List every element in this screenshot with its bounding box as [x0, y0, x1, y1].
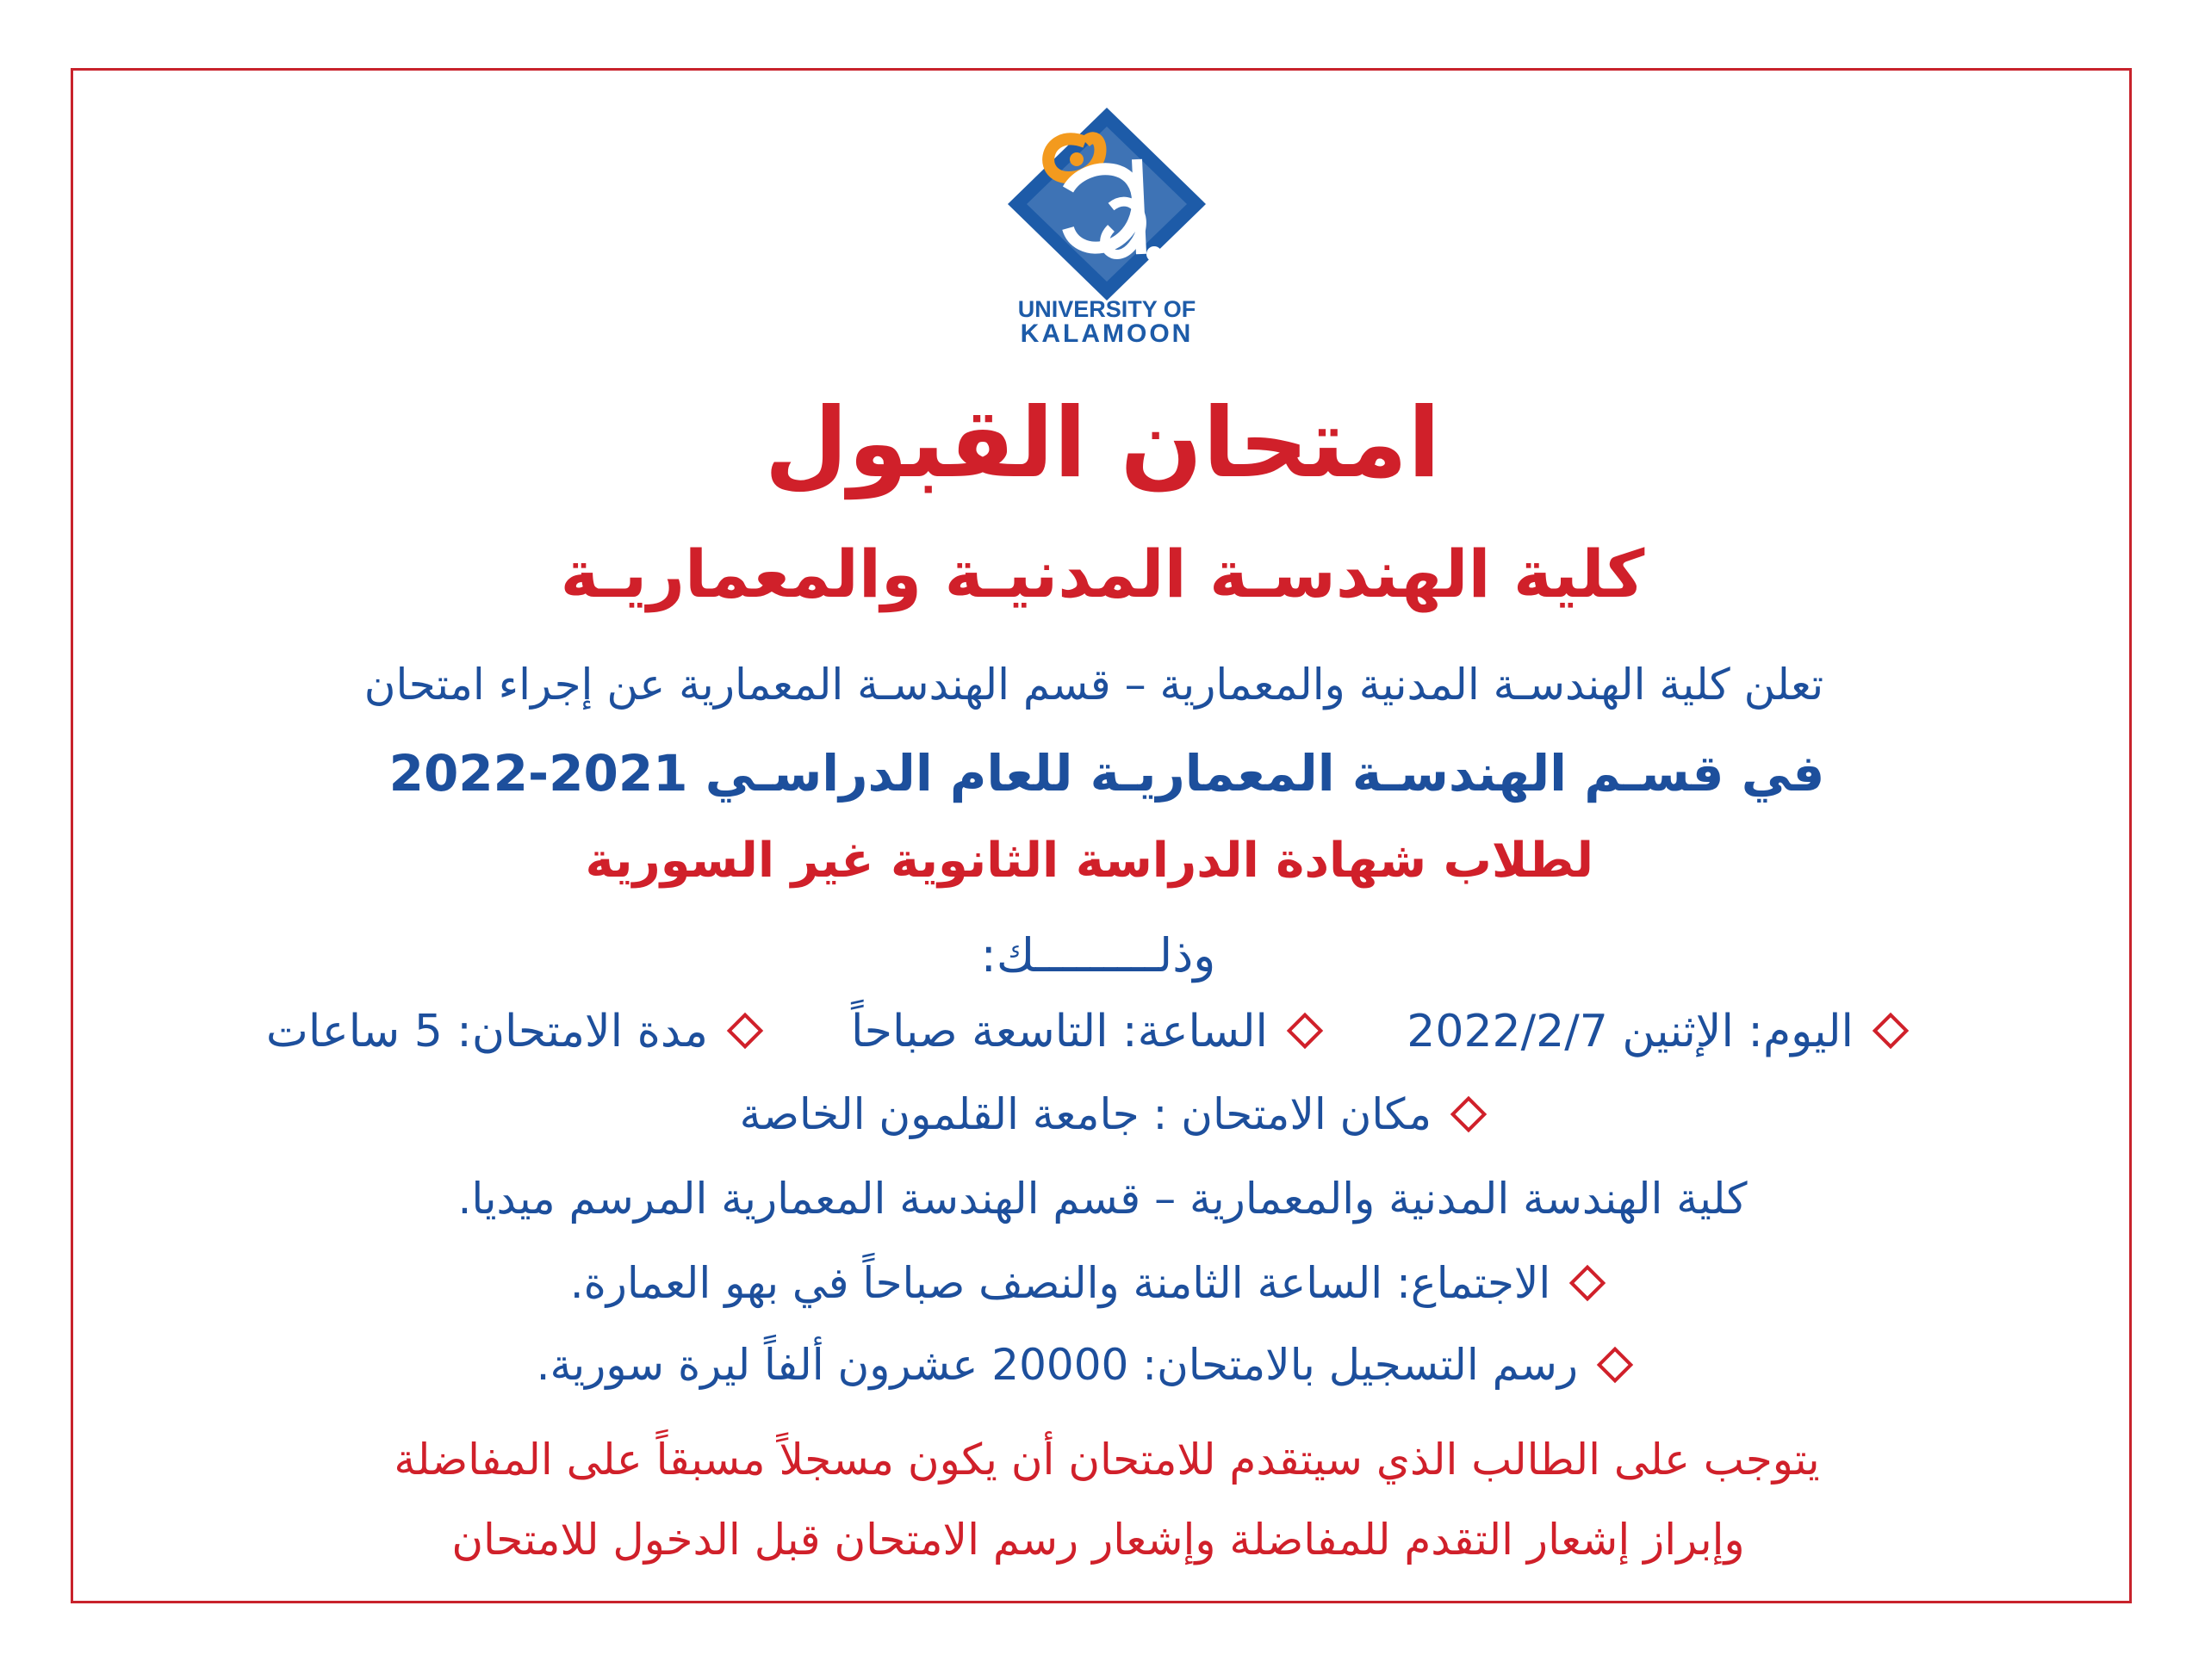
diamond-bullet-icon [1450, 1095, 1487, 1131]
department-line: في قسـم الهندسـة المعماريـة للعام الدراسـي 2021-2022 [388, 744, 1825, 803]
college-location-line: كلية الهندسة المدنية والمعمارية – قسم الهندسة المعمارية المرسم ميديا. [457, 1174, 1748, 1224]
students-line: لطلاب شهادة الدراسة الثانوية غير السورية [585, 833, 1593, 889]
university-logo [982, 108, 1232, 344]
diamond-bullet-icon [1287, 1013, 1323, 1049]
diamond-bullet-icon [727, 1013, 763, 1049]
exam-day: اليوم: الإثنين 2022/2/7 [1407, 1006, 1854, 1057]
meeting-text: الاجتماع: الساعة الثامنة والنصف صباحاً في بهو العمارة. [569, 1258, 1551, 1308]
diamond-bullet-icon [1873, 1013, 1909, 1049]
requirement-note-line2: وإبراز إشعار التقدم للمفاضلة وإشعار رسم الامتحان قبل الدخول للامتحان [451, 1515, 1745, 1565]
diamond-bullet-icon [1569, 1264, 1606, 1300]
fee-text: رسم التسجيل بالامتحان: 20000 عشرون ألفاً ليرة سورية. [536, 1340, 1578, 1390]
meeting-item [551, 1253, 1637, 1313]
exam-duration: مدة الامتحان: 5 ساعات [265, 1006, 708, 1057]
logo-text-line1: UNIVERSITY OF [1017, 296, 1196, 322]
requirement-note-line1: يتوجب على الطالب الذي سيتقدم للامتحان أن يكون مسجلاً مسبقاً على المفاضلة [394, 1435, 1820, 1485]
exam-place-item [724, 1084, 1499, 1144]
exam-hour: الساعة: التاسعة صباحاً [850, 1006, 1268, 1057]
college-subtitle: كلية الهندسـة المدنيـة والمعماريـة [560, 536, 1645, 612]
diamond-bullet-icon [1597, 1346, 1633, 1382]
page-title: امتحان القبول [764, 387, 1441, 499]
fee-item [536, 1335, 1645, 1395]
intro-text: تعلن كلية الهندسـة المدنية والمعمارية – قسم الهندسـة المعمارية عن إجراء امتحان [363, 660, 1824, 710]
exam-place: مكان الامتحان : جامعة القلمون الخاصة [739, 1089, 1432, 1139]
exam-day-item [1407, 1001, 1921, 1062]
thus-label: وذلـــــــــك: [980, 928, 1216, 983]
exam-duration-item [265, 1001, 775, 1062]
exam-hour-item [835, 1001, 1335, 1062]
logo-text-line2: KALAMOON [1020, 319, 1194, 344]
